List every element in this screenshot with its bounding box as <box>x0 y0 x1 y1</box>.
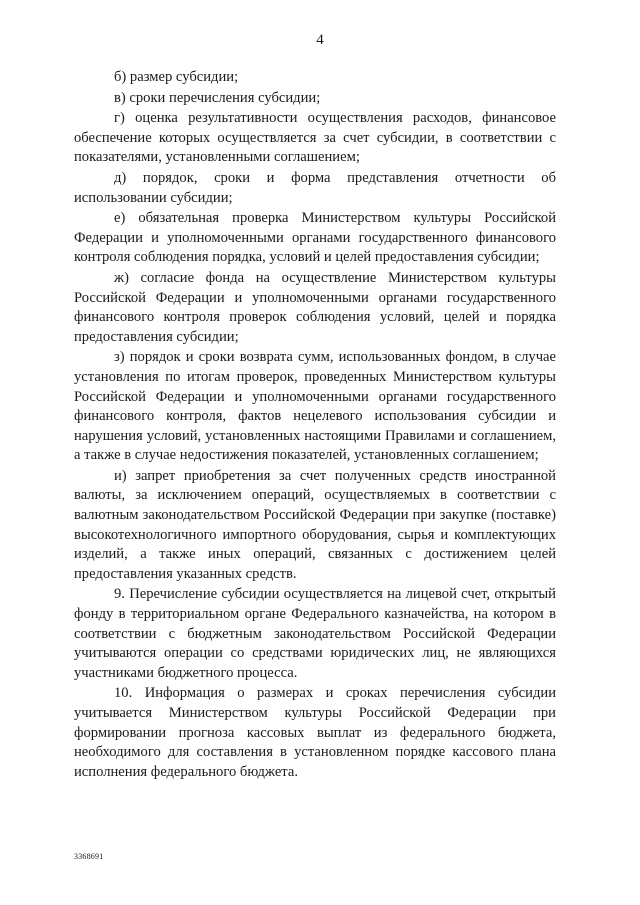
paragraph-v: в) сроки перечисления субсидии; <box>114 89 321 106</box>
paragraph-g: г) оценка результативности осуществления расходов, финансовое обеспечение которых осуществляется за счет субсидии, в соответствии с показателями, установленными соглашением; <box>74 110 556 166</box>
paragraph-e: е) обязательная проверка Министерством культуры Российской Федерации и уполномоченными органами государственного финансового контроля соблюдения порядка, условий и целей предоставления субсидии; <box>74 210 556 266</box>
paragraph-10: 10. Информация о размерах и сроках перечисления субсидии учитывается Министерством культуры Российской Федерации при формировании прогноза кассовых выплат из федерального бюджета, необходимого для составления в установленном порядке кассового плана исполнения федерального бюджета. <box>74 685 556 780</box>
page-number: 4 <box>316 32 324 48</box>
body-text <box>74 68 556 783</box>
paragraph-9: 9. Перечисление субсидии осуществляется на лицевой счет, открытый фонду в территориальном органе Федерального казначейства, на котором в соответствии с бюджетным законодательством Российской Федерации учитываются операции со средствами юридических лиц, не являющихся участниками бюджетного процесса. <box>74 586 556 681</box>
paragraph-zh: ж) согласие фонда на осуществление Министерством культуры Российской Федерации и уполномоченными органами государственного финансового контроля проверок соблюдения условий, целей и порядка предоставления субсидии; <box>74 269 556 345</box>
paragraph-d: д) порядок, сроки и форма представления отчетности об использовании субсидии; <box>74 169 556 206</box>
paragraph-b: б) размер субсидии; <box>114 69 239 85</box>
document-code: 3368691 <box>74 852 104 861</box>
paragraph-i: и) запрет приобретения за счет полученных средств иностранной валюты, за исключением операций, осуществляемых в соответствии с валютным законодательством Российской Федерации при закупке (поставке) высокотехнологичного импортного оборудования, сырья и комплектующих изделий, а также иных операций, связанных с достижением целей предоставления указанных средств. <box>74 467 556 582</box>
paragraph-z: з) порядок и сроки возврата сумм, использованных фондом, в случае установления по итогам проверок, проведенных Министерством культуры Российской Федерации и уполномоченными органами государственного финансового контроля, фактов нецелевого использования субсидии и нарушения условий, установленных настоящими Правилами и соглашением, а также в случае недостижения показателей, установленных соглашением; <box>74 349 556 464</box>
